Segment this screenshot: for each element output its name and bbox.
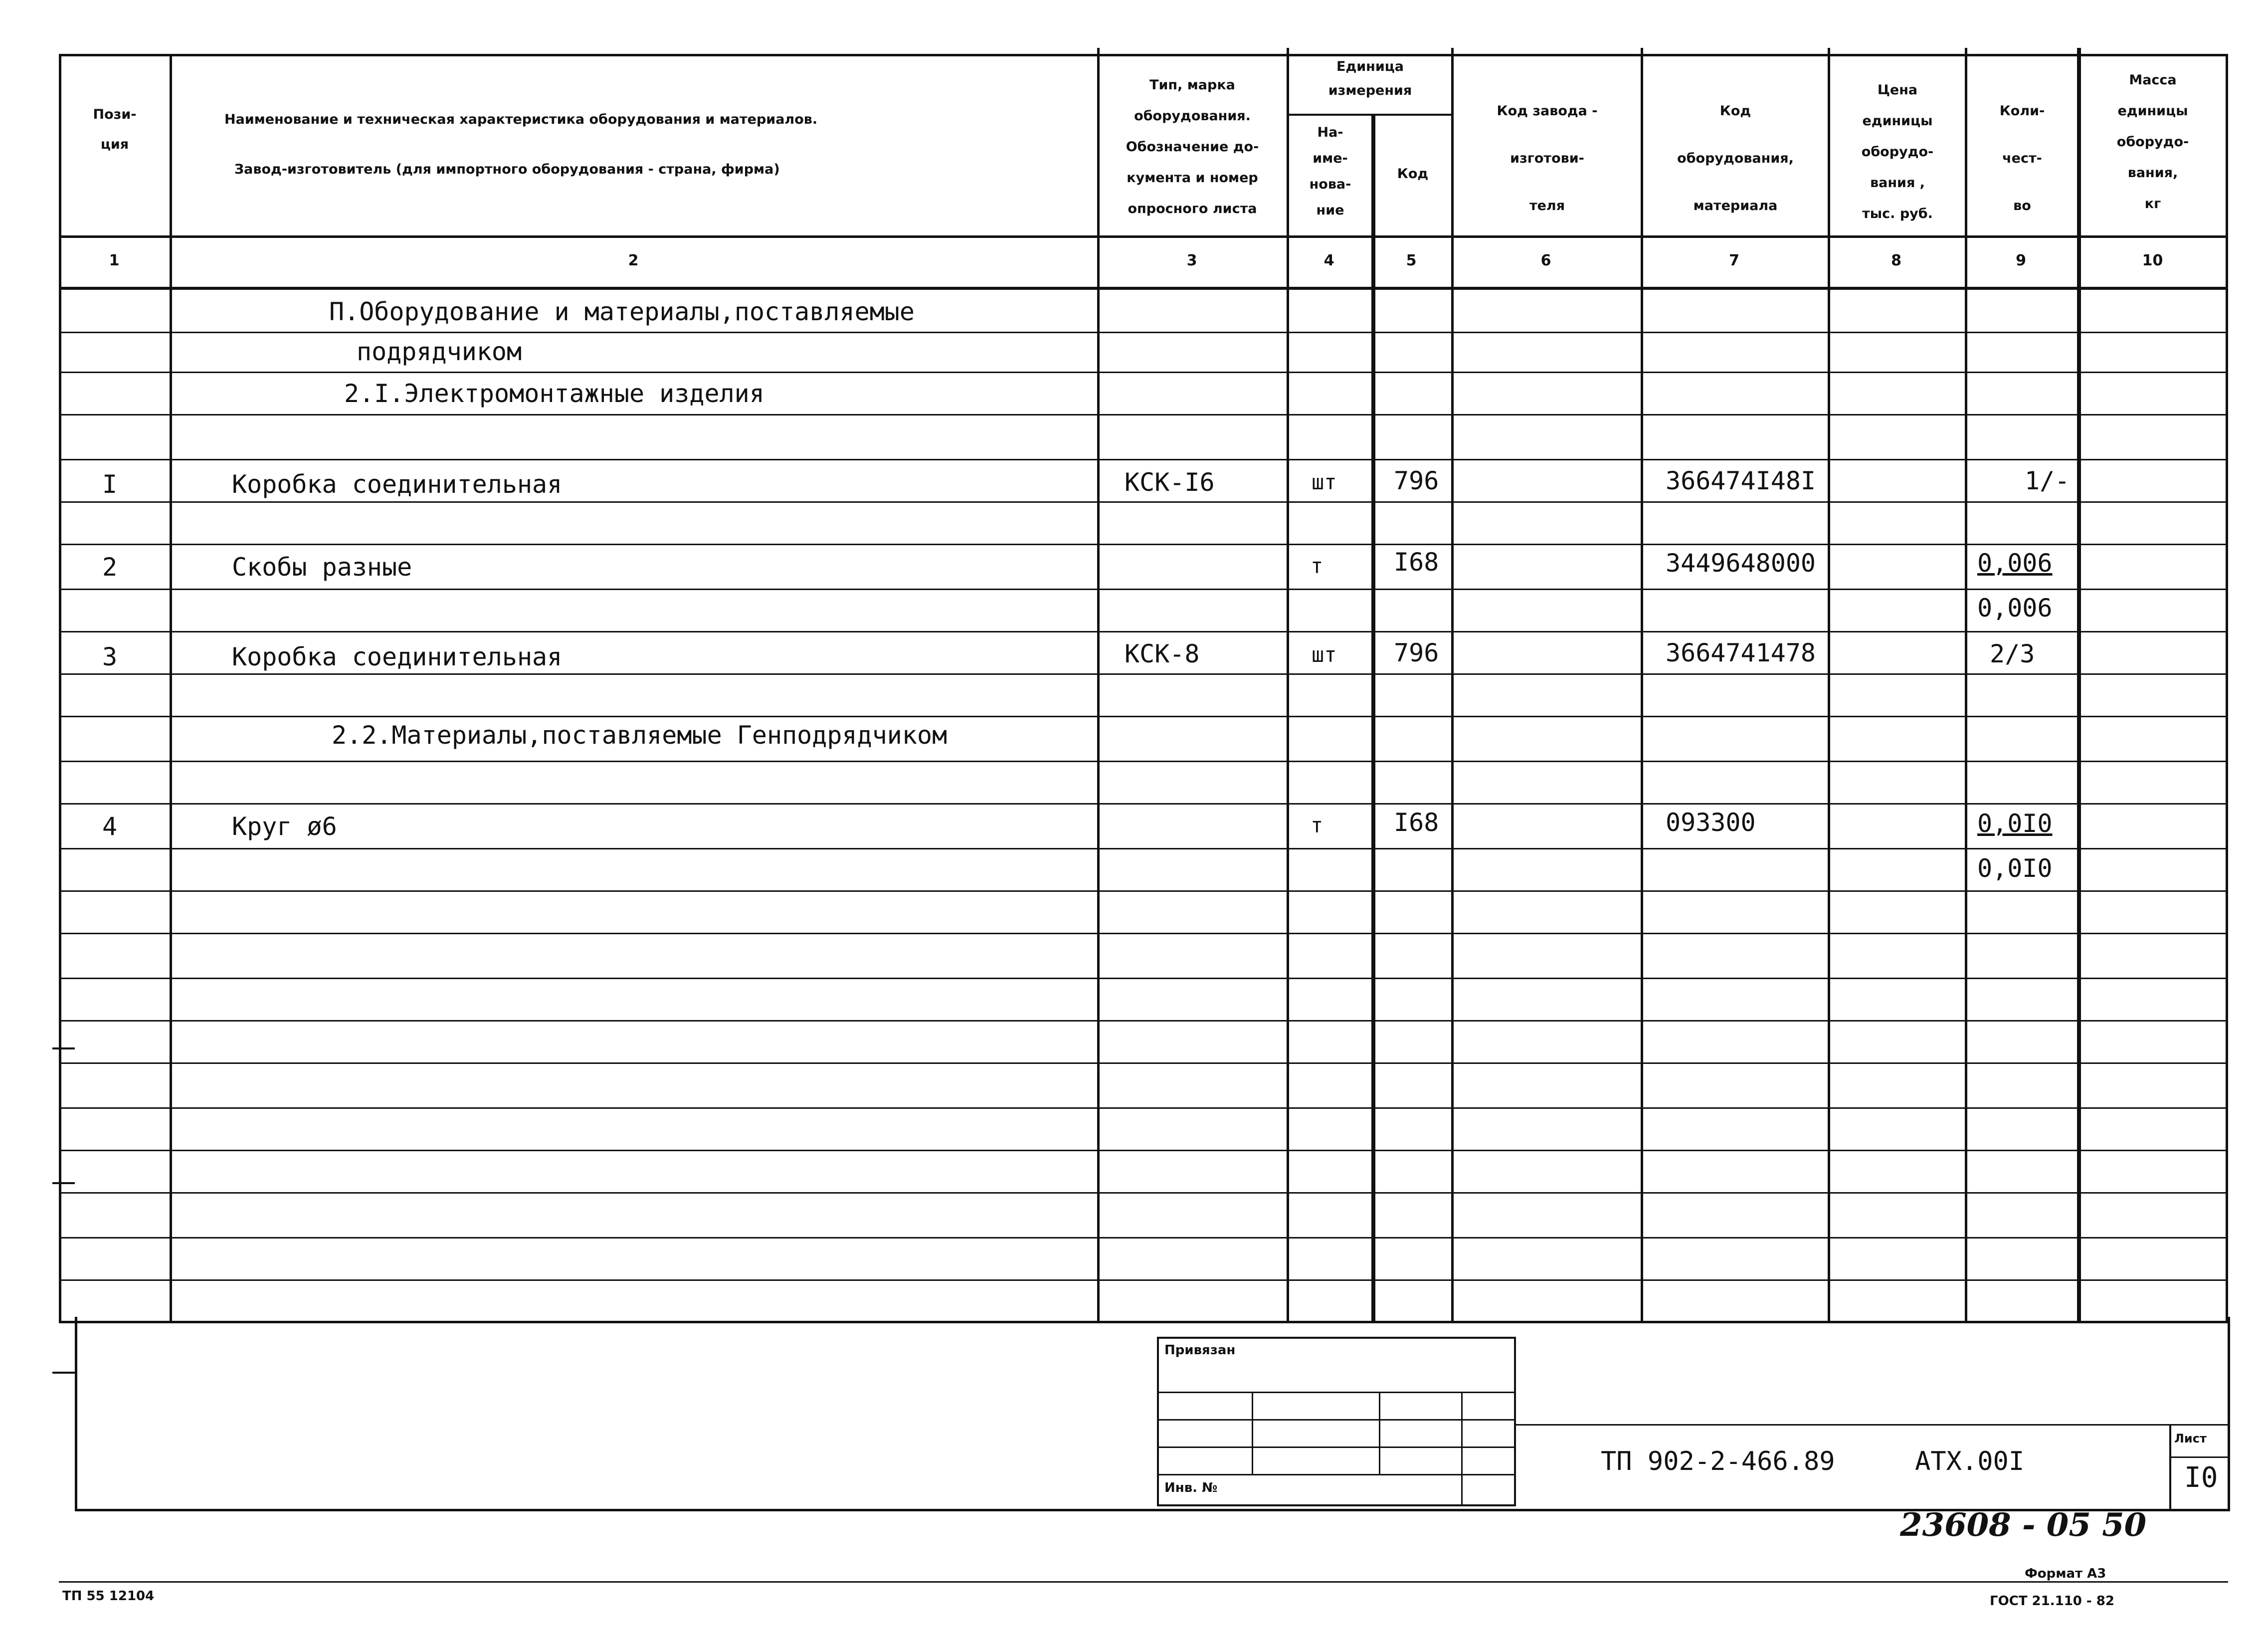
item-equipment-code: 366474I48I [1666, 466, 1816, 495]
item-unit-code: I68 [1394, 548, 1439, 577]
row-line [59, 1107, 2228, 1109]
item-equipment-code: 3664741478 [1666, 638, 1816, 667]
header-factory-code: Код завода - изготови- теля [1497, 103, 1598, 213]
margin-tick [52, 1372, 75, 1374]
sheet-label: Лист [2174, 1432, 2207, 1445]
margin-tick [52, 1182, 75, 1184]
row-line [59, 589, 2228, 590]
row-line [59, 1237, 2228, 1238]
col-line [1287, 48, 1289, 1323]
colnum-bottom-line [59, 287, 2228, 290]
section-title-cont: подрядчиком [357, 337, 522, 366]
item-position: 2 [102, 553, 118, 582]
row-line [59, 1150, 2228, 1151]
item-quantity-bottom: 0,006 [1977, 594, 2053, 622]
header-mass: Масса единицы оборудо- вания, кг [2116, 72, 2189, 211]
row-line [59, 544, 2228, 545]
item-name: Коробка соединительная [232, 470, 563, 499]
row-line [59, 372, 2228, 373]
row-line [59, 761, 2228, 762]
item-unit-code: I68 [1394, 808, 1439, 837]
row-line [59, 978, 2228, 979]
sheet-number: I0 [2184, 1461, 2218, 1494]
col-line [1965, 48, 1967, 1323]
row-line [59, 1020, 2228, 1022]
header-name: Наименование и техническая характеристика оборудования и материалов. Завод-изготовитель (для импортного оборудования - страна, фирма) [224, 112, 818, 177]
row-line [59, 1192, 2228, 1194]
item-unit-code: 796 [1394, 466, 1439, 495]
item-unit-code: 796 [1394, 638, 1439, 667]
inventory-label: Инв. № [1164, 1480, 1218, 1495]
item-quantity-top: 0,0I0 [1977, 809, 2053, 838]
item-unit: т [1311, 554, 1323, 578]
column-number: 2 [628, 252, 639, 269]
row-line [59, 1279, 2228, 1281]
header-type: Тип, марка оборудования. Обозначение до- кумента и номер опросного листа [1126, 77, 1259, 216]
header-unit-code: Код [1397, 166, 1429, 182]
column-number: 5 [1406, 252, 1417, 269]
row-line [59, 459, 2228, 460]
approval-col [1252, 1392, 1253, 1474]
item-quantity: 2/3 [1990, 639, 2035, 668]
row-line [59, 501, 2228, 503]
row-line [59, 890, 2228, 892]
column-number: 4 [1323, 252, 1334, 269]
sheet-box-line [2169, 1456, 2230, 1458]
title-block-line [1516, 1424, 2230, 1426]
col-line [1641, 48, 1643, 1323]
document-code: АТХ.00I [1915, 1446, 2025, 1476]
format-label: Формат А3 [2025, 1566, 2106, 1581]
item-position: 3 [102, 642, 118, 671]
table-frame [59, 54, 2228, 1323]
row-line [59, 1062, 2228, 1064]
column-number: 3 [1186, 252, 1197, 269]
column-number: 7 [1729, 252, 1739, 269]
item-position: 4 [102, 812, 118, 841]
subsection-title: 2.I.Электромонтажные изделия [344, 379, 764, 408]
item-unit: т [1311, 813, 1323, 837]
col-line [1097, 48, 1100, 1323]
row-line [59, 848, 2228, 849]
item-quantity-bottom: 0,0I0 [1977, 854, 2053, 883]
margin-tick [52, 1047, 75, 1049]
stamp-frame [75, 1317, 2230, 1511]
header-position: Пози- ция [93, 107, 137, 152]
row-line [59, 332, 2228, 333]
approval-col [1461, 1392, 1463, 1506]
item-name: Круг ø6 [232, 812, 337, 841]
header-bottom-line [59, 235, 2228, 238]
column-number: 6 [1540, 252, 1551, 269]
item-quantity-top: 0,006 [1977, 549, 2053, 578]
document-number: ТП 902-2-466.89 [1601, 1446, 1835, 1476]
row-line [59, 414, 2228, 415]
gost-label: ГОСТ 21.110 - 82 [1990, 1594, 2114, 1609]
row-line [59, 933, 2228, 934]
handwritten-inventory-number: 23608 - 05 50 [1900, 1506, 2147, 1544]
item-equipment-code: 3449648000 [1666, 549, 1816, 578]
col-line [1451, 48, 1454, 1323]
item-unit: шт [1312, 642, 1337, 667]
header-equipment-code: Код оборудования, материала [1677, 103, 1794, 213]
header-quantity: Коли- чест- во [1999, 103, 2045, 213]
column-number: 9 [2016, 252, 2026, 269]
subsection-title: 2.2.Материалы,поставляемые Генподрядчиком [332, 721, 947, 750]
header-unit-group: Единица измерения [1328, 59, 1412, 98]
item-position: I [102, 470, 118, 499]
unit-group-line [1287, 114, 1454, 116]
item-equipment-code: 093300 [1666, 808, 1756, 837]
column-number: 10 [2142, 252, 2163, 269]
approval-col [1379, 1392, 1380, 1474]
approval-label: Привязан [1164, 1343, 1236, 1358]
col-line [2077, 48, 2081, 1323]
footer-left: ТП 55 12104 [62, 1589, 155, 1604]
col-line [170, 54, 172, 1323]
item-name: Коробка соединительная [232, 642, 563, 671]
item-type: КСК-8 [1125, 639, 1200, 668]
item-name: Скобы разные [232, 553, 412, 582]
row-line [59, 803, 2228, 805]
col-line [1828, 48, 1830, 1323]
column-number: 8 [1891, 252, 1901, 269]
section-title: П.Оборудование и материалы,поставляемые [329, 297, 915, 326]
item-unit: шт [1312, 470, 1337, 494]
row-line [59, 716, 2228, 717]
header-price: Цена единицы оборудо- вания , тыс. руб. [1861, 82, 1934, 221]
row-line [59, 673, 2228, 675]
col-line [1371, 115, 1375, 1323]
footer-line [59, 1581, 2228, 1583]
item-quantity: 1/- [2025, 466, 2070, 495]
item-type: КСК-I6 [1125, 468, 1215, 497]
row-line [59, 631, 2228, 632]
header-unit-name: На- име- нова- ние [1309, 125, 1351, 218]
column-number: 1 [109, 252, 120, 269]
